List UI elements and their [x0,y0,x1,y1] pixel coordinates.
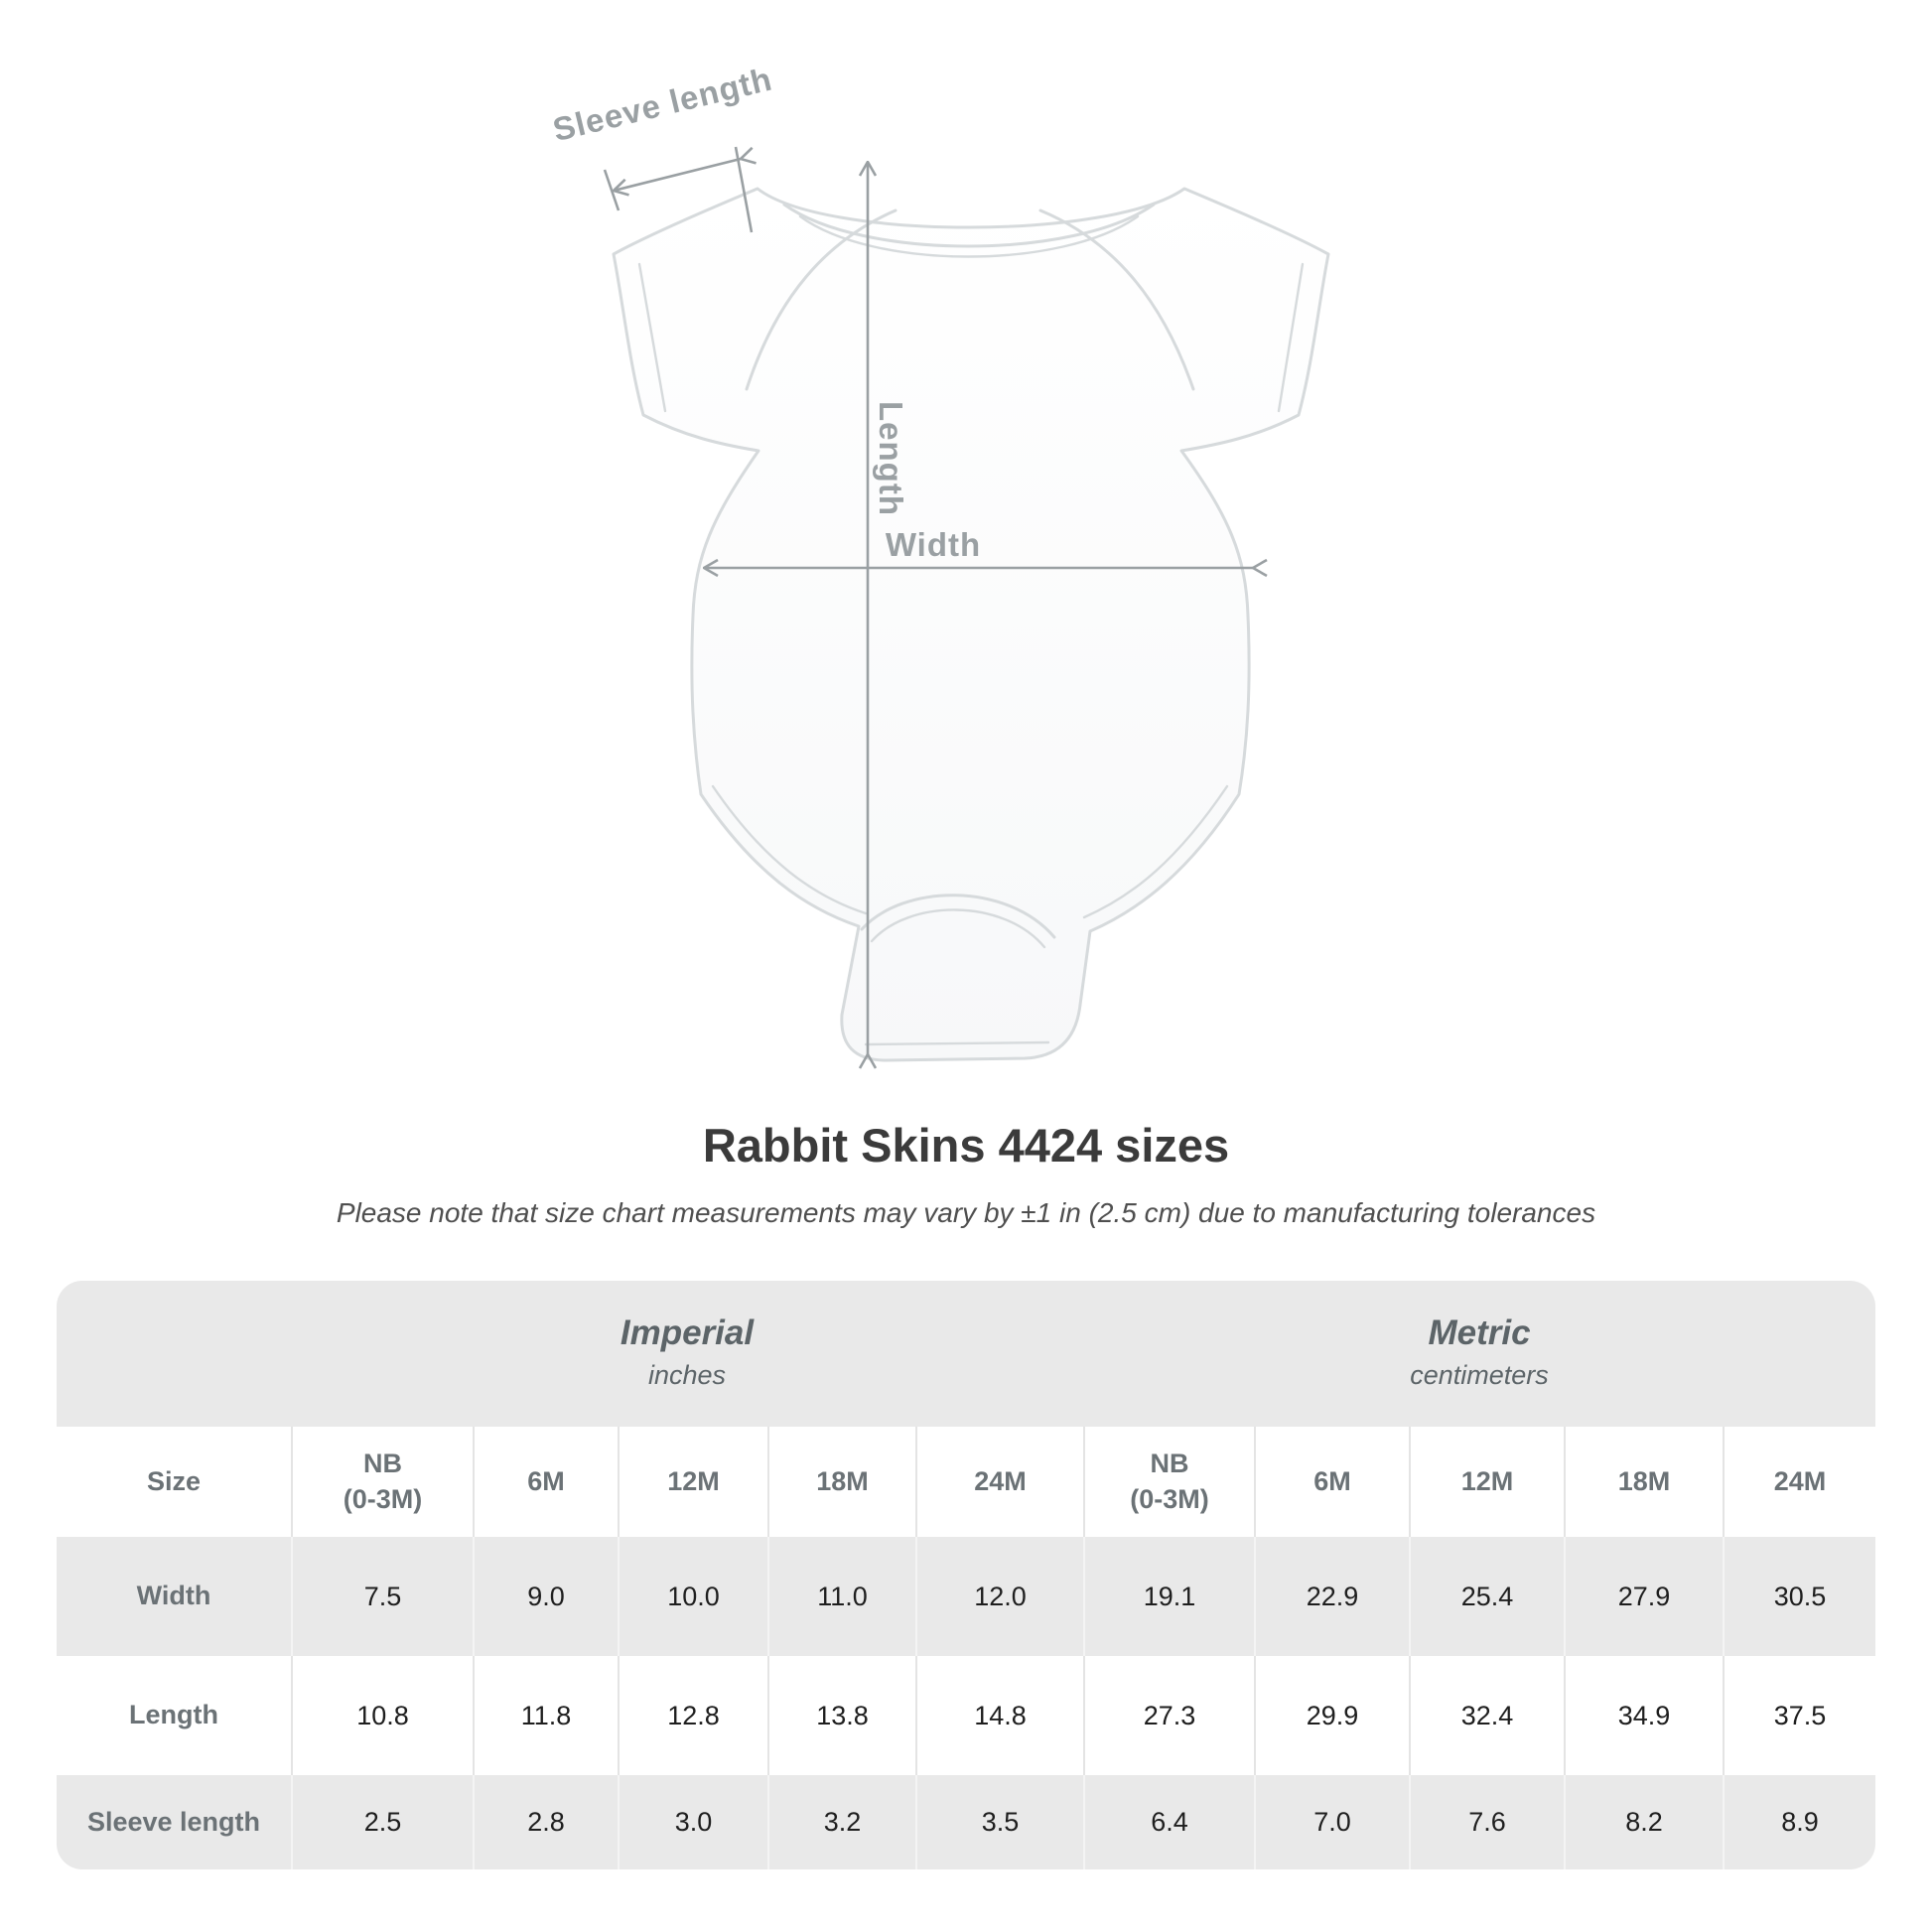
imperial-group-header [291,1281,1083,1427]
size-table [57,1281,1875,1869]
corner-header-label: Size [146,1465,202,1496]
table-cell: 32.4 [1409,1656,1564,1775]
table-cell: 25.4 [1409,1537,1564,1656]
col-header-label: 6M [527,1465,565,1496]
col-header-label: 18M [816,1465,869,1496]
table-cell: 12.8 [618,1656,767,1775]
tolerance-note: Please note that size chart measurements may vary by ±1 in (2.5 cm) due to manufacturing tolerances [336,1197,1596,1228]
table-cell: 11.0 [767,1537,915,1656]
imperial-unit: inches [647,1360,727,1391]
col-header-18m-imperial [767,1427,915,1537]
band-corner [57,1281,291,1427]
imperial-label: Imperial [620,1313,755,1353]
col-header-label: 6M [1313,1465,1351,1496]
metric-group-header [1083,1281,1875,1427]
table-cell: 10.8 [291,1656,473,1775]
table-cell: 6.4 [1083,1775,1254,1869]
row-header-width: Width [57,1537,291,1656]
onesie-drawing [614,189,1328,1060]
col-header-6m-metric [1254,1427,1409,1537]
row-header-length: Length [57,1656,291,1775]
table-cell: 7.0 [1254,1775,1409,1869]
table-cell: 7.6 [1409,1775,1564,1869]
table-cell: 2.8 [473,1775,618,1869]
table-cell: 3.5 [915,1775,1083,1869]
table-cell: 8.9 [1723,1775,1875,1869]
row-header-sleeve-length: Sleeve length [57,1775,291,1869]
col-header-sublabel: (0-3M) [1130,1483,1209,1514]
col-header-label: 12M [667,1465,720,1496]
metric-unit: centimeters [1410,1360,1549,1391]
col-header-label: 24M [1773,1465,1827,1496]
col-header-label: 24M [974,1465,1027,1496]
table-cell: 10.0 [618,1537,767,1656]
table-cell: 34.9 [1564,1656,1723,1775]
corner-header [57,1427,291,1537]
table-cell: 13.8 [767,1656,915,1775]
page-title: Rabbit Skins 4424 sizes [702,1119,1230,1172]
table-cell: 9.0 [473,1537,618,1656]
col-header-nb-imperial [291,1427,473,1537]
col-header-label: NB [363,1449,402,1479]
table-cell: 19.1 [1083,1537,1254,1656]
col-header-label: 18M [1617,1465,1671,1496]
table-cell: 30.5 [1723,1537,1875,1656]
table-cell: 3.0 [618,1775,767,1869]
table-cell: 27.9 [1564,1537,1723,1656]
table-cell: 29.9 [1254,1656,1409,1775]
col-header-24m-metric [1723,1427,1875,1537]
col-header-sublabel: (0-3M) [343,1483,423,1514]
col-header-18m-metric [1564,1427,1723,1537]
width-label: Width [885,526,982,563]
col-header-6m-imperial [473,1427,618,1537]
table-cell: 3.2 [767,1775,915,1869]
table-cell: 27.3 [1083,1656,1254,1775]
col-header-12m-imperial [618,1427,767,1537]
length-label: Length [873,401,909,516]
table-cell: 22.9 [1254,1537,1409,1656]
table-cell: 11.8 [473,1656,618,1775]
sleeve-length-arrow [614,159,741,191]
metric-label: Metric [1428,1313,1531,1353]
table-cell: 14.8 [915,1656,1083,1775]
sleeve-length-label: Sleeve length [549,60,776,149]
table-cell: 37.5 [1723,1656,1875,1775]
table-cell: 2.5 [291,1775,473,1869]
col-header-label: 12M [1460,1465,1514,1496]
col-header-nb-metric [1083,1427,1254,1537]
col-header-24m-imperial [915,1427,1083,1537]
table-cell: 8.2 [1564,1775,1723,1869]
table-cell: 12.0 [915,1537,1083,1656]
table-cell: 7.5 [291,1537,473,1656]
col-header-12m-metric [1409,1427,1564,1537]
col-header-label: NB [1150,1449,1189,1479]
